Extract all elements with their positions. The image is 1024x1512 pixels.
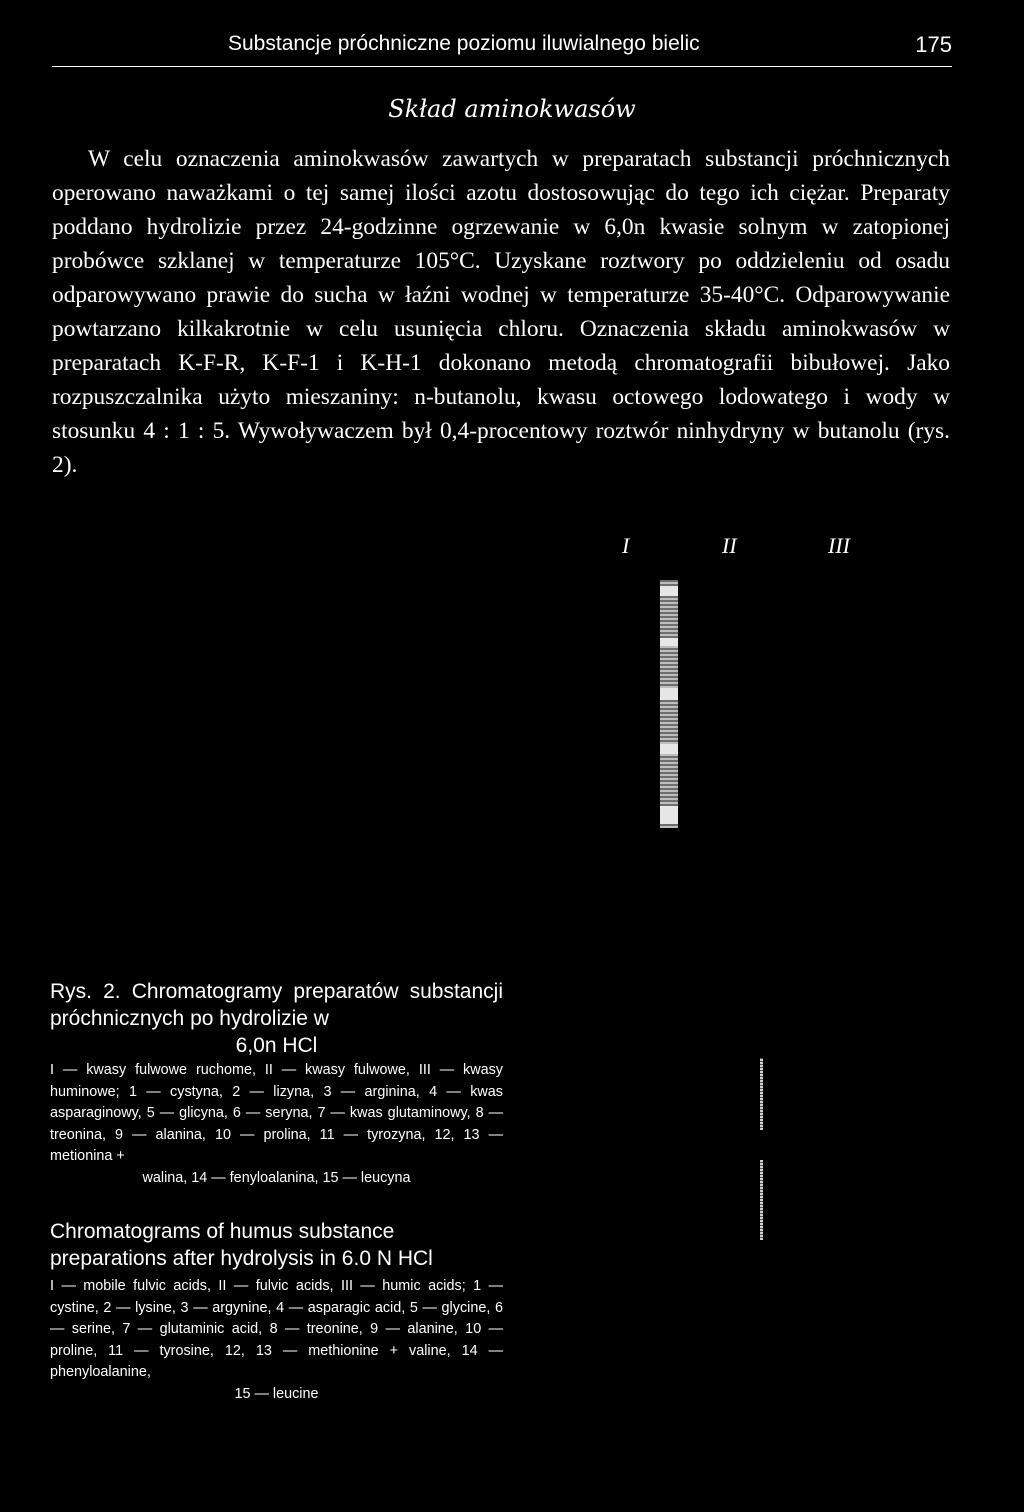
figure-caption-pl <box>50 978 503 1059</box>
running-title: Substancje próchniczne poziomu iluwialnego bielic <box>228 32 700 55</box>
chromatogram-strip-thin <box>760 1160 763 1240</box>
section-title: Skład aminokwasów <box>388 95 636 123</box>
legend-en-text: I — mobile fulvic acids, II — fulvic acids, III — humic acids; 1 — cystine, 2 — lysine, 3 — argynine, 4 — asparagic acid, 5 — glycine, 6 — serine, 7 — glutaminic acid, 8 — treonine, 9 — alanine, 10 — proline, 11 — tyrosine, 12, 13 — methionine + valine, 14 — phenyloalanine, <box>50 1278 503 1380</box>
figure-caption-en: Chromatograms of humus substance preparations after hydrolysis in 6.0 N HCl <box>50 1220 433 1270</box>
body-text <box>52 142 950 482</box>
chromatogram-strip <box>660 580 678 828</box>
spot-band <box>660 688 678 700</box>
legend-pl-text: I — kwasy fulwowe ruchome, II — kwasy fulwowe, III — kwasy huminowe; 1 — cystyna, 2 — lizyna, 3 — arginina, 4 — kwas asparaginowy, 5 — glicyna, 6 — seryna, 7 — kwas glutaminowy, 8 — treonina, 9 — alanina, 10 — prolina, 11 — tyrozyna, 12, 13 — metionina + <box>50 1062 503 1164</box>
caption-pl-text: Rys. 2. Chromatogramy preparatów substancji próchnicznych po hydrolizie w <box>50 980 503 1030</box>
chromatogram-strip-thin <box>760 1058 763 1130</box>
page-number: 175 <box>915 32 952 57</box>
spot-band <box>660 586 678 596</box>
spot-band <box>660 744 678 754</box>
lane-label-1: I <box>622 533 630 558</box>
running-header <box>52 30 952 67</box>
body-paragraph: W celu oznaczenia aminokwasów zawartych w preparatach substancji próchnicznych operowano naważkami o tej samej ilości azotu dostosowując do tego ich ciężar. Preparaty poddano hydrolizie przez 24-godzinne ogrzewanie w 6,0n kwasie solnym w zatopionej probówce szklanej w temperaturze 105°C. Uzyskane roztwory po oddzieleniu od osadu odparowywano prawie do sucha w łaźni wodnej w temperaturze 35-40°C. Odparowywanie powtarzano kilkakrotnie w celu usunięcia chloru. Oznaczenia składu aminokwasów w preparatach K-F-R, K-F-1 i K-H-1 dokonano metodą chromatografii bibułowej. Jako rozpuszczalnika użyto mieszaniny: n-butanolu, kwasu octowego lodowatego i wody w stosunku 4 : 1 : 5. Wywoływaczem był 0,4-procentowy roztwór ninhydryny w butanolu (rys. 2). <box>52 146 950 478</box>
lane-label-2: II <box>722 533 737 558</box>
legend-en-text-last: 15 — leucine <box>234 1385 319 1402</box>
figure-legend-pl <box>50 1060 503 1189</box>
spot-band <box>660 806 678 824</box>
legend-pl-text-last: walina, 14 — fenyloalanina, 15 — leucyna <box>142 1169 411 1186</box>
lane-label-3: III <box>828 533 850 558</box>
figure-legend-en <box>50 1276 503 1405</box>
spot-band <box>660 638 678 646</box>
caption-pl-text-last: 6,0n HCl <box>235 1034 318 1057</box>
